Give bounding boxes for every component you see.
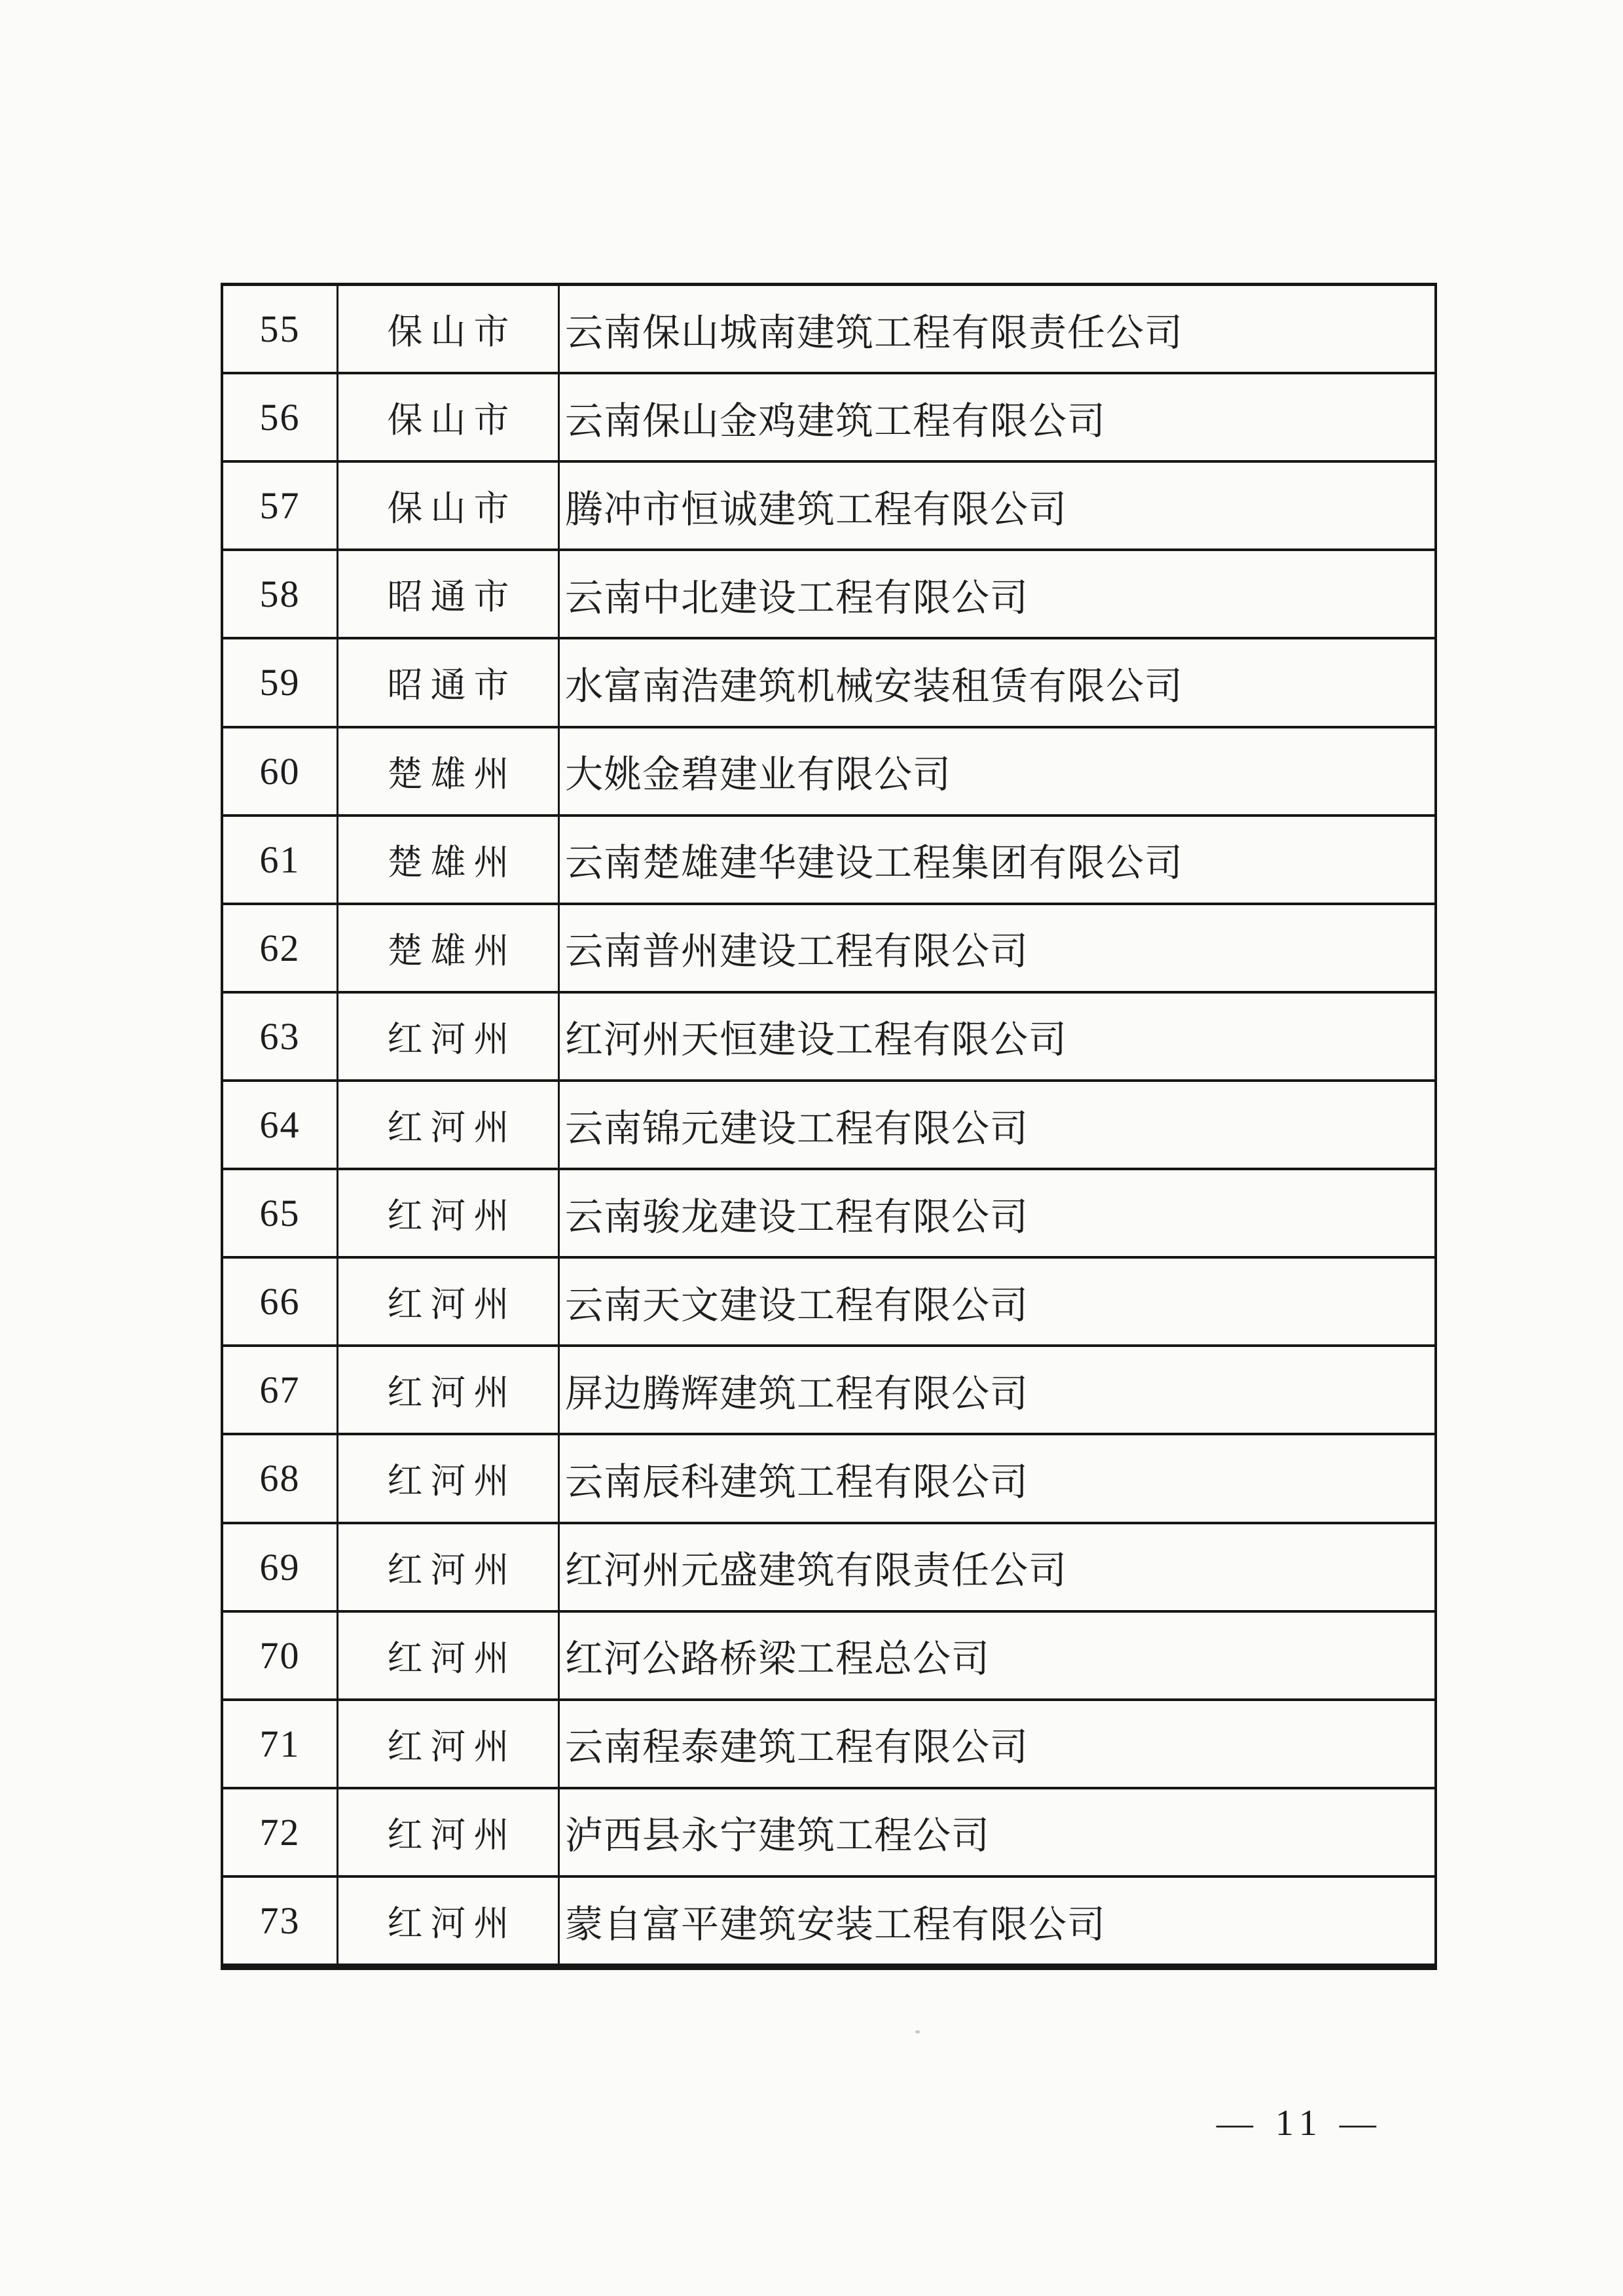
table-row [223,460,1434,548]
company-name-cell: 云南保山城南建筑工程有限责任公司 [565,311,1184,354]
company-name-cell: 云南骏龙建设工程有限公司 [565,1195,1029,1238]
table-row [223,1079,1434,1168]
region-cell: 红河州 [338,1259,560,1344]
table-row [223,1610,1434,1698]
company-name-cell: 泸西县永宁建筑工程公司 [565,1814,991,1857]
table-row [223,814,1434,903]
table-row [223,1698,1434,1787]
region-cell: 红河州 [338,1435,560,1521]
company-name-cell: 云南程泰建筑工程有限公司 [565,1726,1029,1769]
region-cell: 红河州 [338,1613,560,1698]
row-number-cell: 73 [223,1878,338,1964]
row-number-cell: 55 [223,286,338,372]
row-number-cell: 64 [223,1082,338,1168]
company-name-cell: 红河州天恒建设工程有限公司 [565,1018,1068,1062]
row-number-cell: 65 [223,1170,338,1256]
company-name-cell: 大姚金碧建业有限公司 [565,753,952,797]
region-cell: 昭通市 [338,639,560,725]
scan-speck-dot [915,2030,920,2034]
company-name-cell: 云南锦元建设工程有限公司 [565,1107,1029,1150]
company-name-cell: 红河公路桥梁工程总公司 [565,1638,991,1681]
region-cell: 红河州 [338,1789,560,1875]
company-name-cell: 屏边腾辉建筑工程有限公司 [565,1372,1029,1415]
region-cell: 红河州 [338,994,560,1079]
region-cell: 昭通市 [338,551,560,637]
table-row [223,637,1434,725]
table-row [223,1787,1434,1875]
row-number-cell: 63 [223,994,338,1079]
company-name-cell: 蒙自富平建筑安装工程有限公司 [565,1903,1106,1946]
row-number-cell: 67 [223,1347,338,1433]
table-row [223,903,1434,991]
table-row [223,991,1434,1079]
row-number-cell: 68 [223,1435,338,1521]
row-number-cell: 57 [223,463,338,548]
region-cell: 保山市 [338,463,560,548]
table-row [223,1522,1434,1610]
row-number-cell: 69 [223,1524,338,1610]
table-row [223,1433,1434,1521]
table-row [223,1875,1434,1964]
row-number-cell: 66 [223,1259,338,1344]
company-name-cell: 云南中北建设工程有限公司 [565,576,1029,619]
table-row [223,548,1434,637]
row-number-cell: 56 [223,374,338,460]
region-cell: 红河州 [338,1701,560,1787]
region-cell: 楚雄州 [338,817,560,903]
region-cell: 保山市 [338,374,560,460]
row-number-cell: 58 [223,551,338,637]
region-cell: 红河州 [338,1170,560,1256]
company-name-cell: 腾冲市恒诚建筑工程有限公司 [565,488,1068,531]
table-row [223,372,1434,460]
row-number-cell: 62 [223,905,338,991]
row-number-cell: 61 [223,817,338,903]
company-name-cell: 云南保山金鸡建筑工程有限公司 [565,399,1106,442]
row-number-cell: 70 [223,1613,338,1698]
row-number-cell: 60 [223,728,338,814]
region-cell: 红河州 [338,1347,560,1433]
page-number: — 11 — [1216,2103,1383,2144]
company-name-cell: 红河州元盛建筑有限责任公司 [565,1549,1068,1592]
table-row [223,286,1434,372]
company-name-cell: 水富南浩建筑机械安装租赁有限公司 [565,664,1184,708]
row-number-cell: 72 [223,1789,338,1875]
company-name-cell: 云南楚雄建华建设工程集团有限公司 [565,842,1184,885]
region-cell: 红河州 [338,1082,560,1168]
table-row [223,726,1434,814]
region-cell: 红河州 [338,1524,560,1610]
table-row [223,1344,1434,1433]
company-name-cell: 云南辰科建筑工程有限公司 [565,1460,1029,1503]
row-number-cell: 71 [223,1701,338,1787]
table-row [223,1168,1434,1256]
row-number-cell: 59 [223,639,338,725]
company-name-cell: 云南天文建设工程有限公司 [565,1283,1029,1327]
region-cell: 保山市 [338,286,560,372]
table-row [223,1256,1434,1344]
company-table [221,283,1437,1970]
company-name-cell: 云南普州建设工程有限公司 [565,930,1029,973]
region-cell: 楚雄州 [338,728,560,814]
region-cell: 楚雄州 [338,905,560,991]
region-cell: 红河州 [338,1878,560,1964]
